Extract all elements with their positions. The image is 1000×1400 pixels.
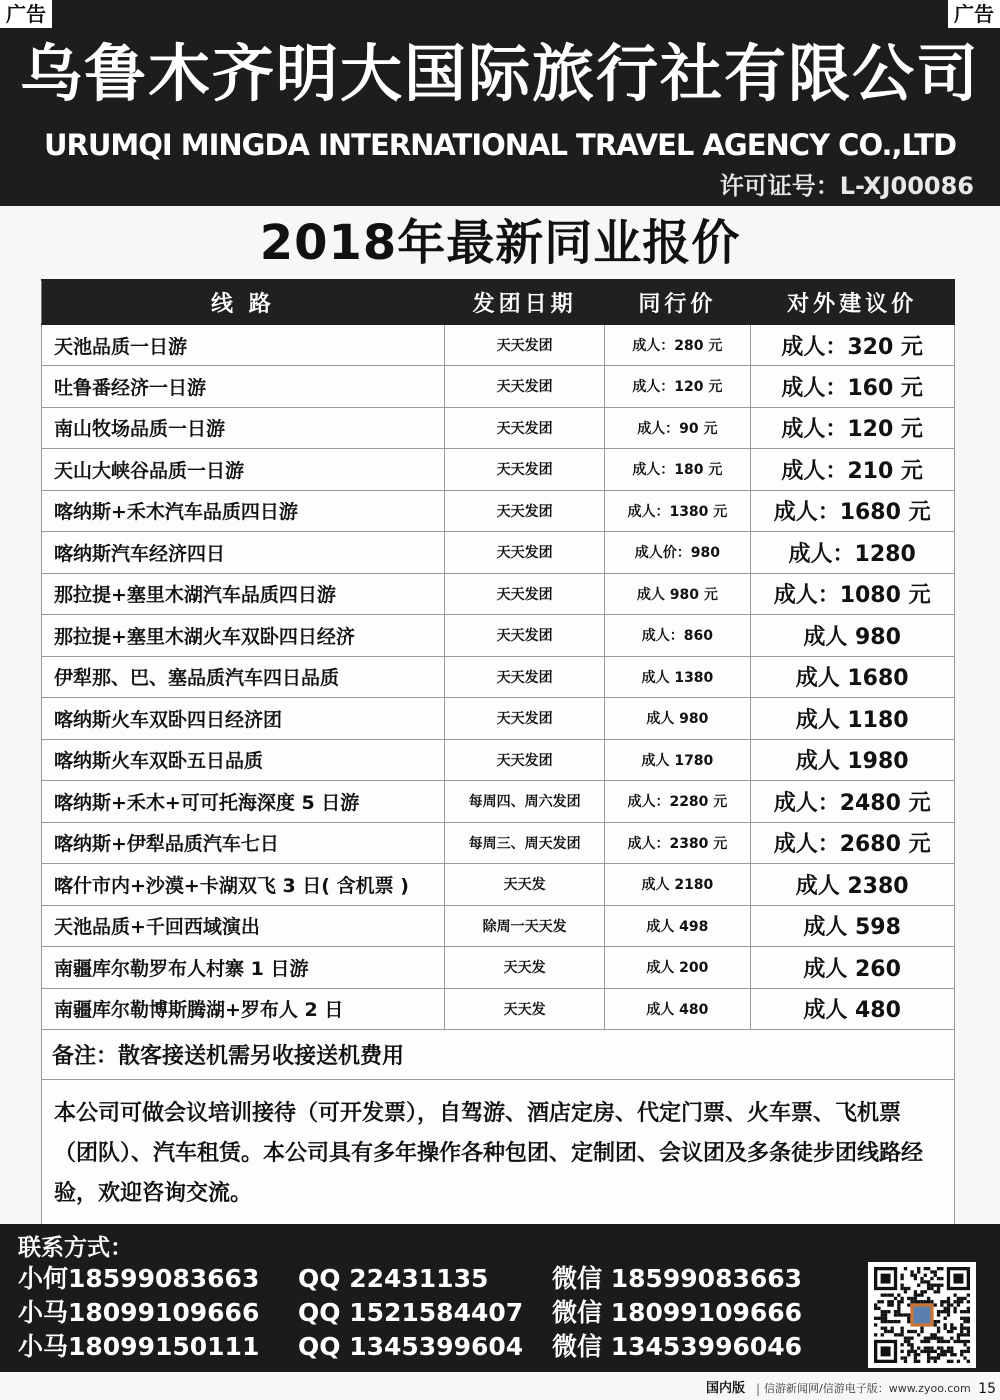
ad-label-right: 广告	[948, 0, 1000, 28]
retail-price-cell: 成人：160 元	[750, 366, 954, 408]
qr-code-icon	[868, 1262, 976, 1368]
footer-separator: |	[756, 1382, 761, 1396]
retail-price-cell: 成人 1680	[750, 656, 954, 698]
col-header-route: 线 路	[42, 280, 445, 324]
table-row	[42, 864, 955, 906]
date-cell: 天天发	[445, 988, 605, 1030]
peer-price-cell: 成人价：980	[604, 532, 750, 574]
peer-price-cell: 成人：2280 元	[604, 781, 750, 823]
retail-price-cell: 成人：1680 元	[750, 490, 954, 532]
table-row	[42, 822, 955, 864]
retail-price-cell: 成人：2480 元	[750, 781, 954, 823]
page-number: 15	[978, 1381, 996, 1397]
contact-phone: 小何18599083663	[18, 1264, 260, 1293]
peer-price-cell: 成人 1780	[604, 739, 750, 781]
peer-price-cell: 成人 200	[604, 947, 750, 989]
table-body	[42, 324, 955, 1030]
table-row	[42, 449, 955, 491]
ad-label-left: 广告	[0, 0, 52, 28]
table-row	[42, 407, 955, 449]
table-row	[42, 490, 955, 532]
date-cell: 天天发团	[445, 324, 605, 366]
table-row	[42, 532, 955, 574]
retail-price-cell: 成人：210 元	[750, 449, 954, 491]
peer-price-cell: 成人：90 元	[604, 407, 750, 449]
contact-qq: QQ 1345399604	[298, 1332, 524, 1361]
retail-price-cell: 成人：1080 元	[750, 573, 954, 615]
retail-price-cell: 成人 598	[750, 905, 954, 947]
route-cell: 喀纳斯+伊犁品质汽车七日	[42, 822, 445, 864]
retail-price-cell: 成人 980	[750, 615, 954, 657]
retail-price-cell: 成人 480	[750, 988, 954, 1030]
route-cell: 喀纳斯火车双卧五日品质	[42, 739, 445, 781]
col-header-peer-price: 同行价	[604, 280, 750, 324]
retail-price-cell: 成人 1980	[750, 739, 954, 781]
contact-phone: 小马18099109666	[18, 1298, 260, 1327]
date-cell: 每周三、周天发团	[445, 822, 605, 864]
route-cell: 南山牧场品质一日游	[42, 407, 445, 449]
retail-price-cell: 成人：2680 元	[750, 822, 954, 864]
peer-price-cell: 成人 480	[604, 988, 750, 1030]
page-title: 2018年最新同业报价	[259, 215, 741, 271]
retail-price-cell: 成人：1280	[750, 532, 954, 574]
col-header-date: 发团日期	[445, 280, 605, 324]
date-cell: 每周四、周六发团	[445, 781, 605, 823]
peer-price-cell: 成人：120 元	[604, 366, 750, 408]
route-cell: 伊犁那、巴、塞品质汽车四日品质	[42, 656, 445, 698]
table-row	[42, 366, 955, 408]
date-cell: 天天发团	[445, 407, 605, 449]
company-name-cn: 乌鲁木齐明大国际旅行社有限公司	[19, 37, 980, 110]
contact-qq: QQ 22431135	[298, 1264, 489, 1293]
qr-code-graphic	[873, 1267, 971, 1363]
page-footer	[0, 1378, 1000, 1400]
route-cell: 南疆库尔勒罗布人村寨 1 日游	[42, 947, 445, 989]
footer-edition: 国内版	[706, 1381, 746, 1396]
table-row	[42, 947, 955, 989]
intro-row	[42, 1080, 955, 1229]
peer-price-cell: 成人 980	[604, 698, 750, 740]
company-intro: 本公司可做会议培训接待（可开发票），自驾游、酒店定房、代定门票、火车票、飞机票（团队）、汽车租赁。本公司具有多年操作各种包团、定制团、会议团及多条徒步团线路经验，欢迎咨询交流。	[42, 1080, 955, 1229]
contact-wechat: 微信 13453996046	[552, 1332, 803, 1361]
header-banner	[0, 0, 1000, 206]
peer-price-cell: 成人 980 元	[604, 573, 750, 615]
date-cell: 天天发	[445, 864, 605, 906]
date-cell: 天天发团	[445, 573, 605, 615]
retail-price-cell: 成人 1180	[750, 698, 954, 740]
date-cell: 天天发团	[445, 490, 605, 532]
peer-price-cell: 成人：2380 元	[604, 822, 750, 864]
date-cell: 天天发团	[445, 739, 605, 781]
route-cell: 喀什市内+沙漠+卡湖双飞 3 日( 含机票 )	[42, 864, 445, 906]
note-row	[42, 1030, 955, 1080]
license-number: 许可证号：L-XJ00086	[719, 172, 974, 200]
date-cell: 天天发团	[445, 656, 605, 698]
date-cell: 天天发	[445, 947, 605, 989]
contact-wechat: 微信 18099109666	[552, 1298, 803, 1327]
retail-price-cell: 成人：120 元	[750, 407, 954, 449]
table-row	[42, 739, 955, 781]
route-cell: 天山大峡谷品质一日游	[42, 449, 445, 491]
contact-title: 联系方式：	[18, 1235, 133, 1261]
route-cell: 喀纳斯+禾木汽车品质四日游	[42, 490, 445, 532]
table-row	[42, 988, 955, 1030]
col-header-retail-price: 对外建议价	[750, 280, 954, 324]
peer-price-cell: 成人 2180	[604, 864, 750, 906]
date-cell: 天天发团	[445, 366, 605, 408]
table-row	[42, 905, 955, 947]
route-cell: 天池品质一日游	[42, 324, 445, 366]
retail-price-cell: 成人 260	[750, 947, 954, 989]
table-header-row	[42, 280, 955, 324]
footer-website: 信游新闻网/信游电子版：www.zyoo.com	[764, 1382, 971, 1395]
peer-price-cell: 成人：860	[604, 615, 750, 657]
note-text: 备注：散客接送机需另收接送机费用	[42, 1030, 955, 1080]
company-name-en: URUMQI MINGDA INTERNATIONAL TRAVEL AGENCY CO.,LTD	[43, 128, 957, 162]
contact-section	[0, 1224, 1000, 1372]
peer-price-cell: 成人 498	[604, 905, 750, 947]
date-cell: 天天发团	[445, 615, 605, 657]
route-cell: 天池品质+千回西域演出	[42, 905, 445, 947]
date-cell: 天天发团	[445, 698, 605, 740]
peer-price-cell: 成人：280 元	[604, 324, 750, 366]
table-row	[42, 324, 955, 366]
route-cell: 喀纳斯火车双卧四日经济团	[42, 698, 445, 740]
retail-price-cell: 成人：320 元	[750, 324, 954, 366]
route-cell: 那拉提+塞里木湖火车双卧四日经济	[42, 615, 445, 657]
date-cell: 天天发团	[445, 532, 605, 574]
peer-price-cell: 成人 1380	[604, 656, 750, 698]
table-row	[42, 656, 955, 698]
price-table	[41, 279, 955, 1229]
table-row	[42, 698, 955, 740]
table-row	[42, 781, 955, 823]
route-cell: 那拉提+塞里木湖汽车品质四日游	[42, 573, 445, 615]
retail-price-cell: 成人 2380	[750, 864, 954, 906]
date-cell: 除周一天天发	[445, 905, 605, 947]
route-cell: 南疆库尔勒博斯腾湖+罗布人 2 日	[42, 988, 445, 1030]
contact-wechat: 微信 18599083663	[552, 1264, 803, 1293]
table-row	[42, 573, 955, 615]
date-cell: 天天发团	[445, 449, 605, 491]
table-row	[42, 615, 955, 657]
contact-phone: 小马18099150111	[18, 1332, 260, 1361]
route-cell: 喀纳斯汽车经济四日	[42, 532, 445, 574]
route-cell: 吐鲁番经济一日游	[42, 366, 445, 408]
peer-price-cell: 成人：180 元	[604, 449, 750, 491]
peer-price-cell: 成人：1380 元	[604, 490, 750, 532]
contact-qq: QQ 1521584407	[298, 1298, 524, 1327]
route-cell: 喀纳斯+禾木+可可托海深度 5 日游	[42, 781, 445, 823]
